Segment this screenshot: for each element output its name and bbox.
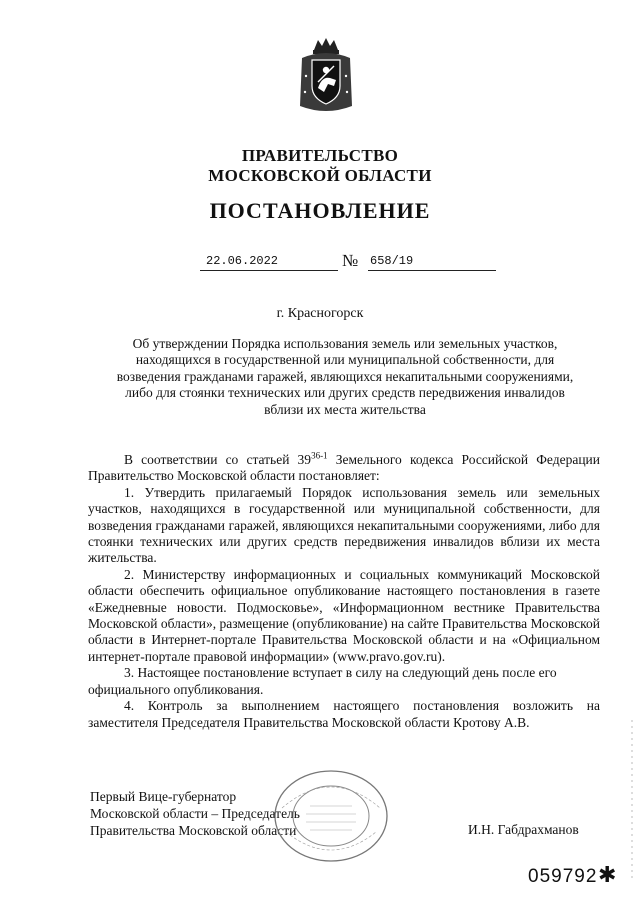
title-line: вблизи их места жительства: [264, 401, 426, 417]
paragraph-4: 4. Контроль за выполнением настоящего постановления возложить на заместителя Председателя Правительства Московской области Кротову А.В.: [88, 698, 600, 730]
date-number-row: [200, 251, 500, 274]
number-sign: №: [342, 251, 359, 270]
intro-paragraph: [88, 452, 600, 485]
article-superscript: 36-1: [311, 450, 328, 461]
title-line: возведения гражданами гаражей, являющихся некапитальными сооружениями,: [116, 368, 574, 384]
paragraph-1: 1. Утвердить прилагаемый Порядок использования земель или земельных участков, находящихся в государственной или муниципальной собственности, для возведения гражданами гаражей, являющихся некапитальными сооружениями, либо для стоянки технических или других средств передвижения инвалидов вблизи их места жительства.: [88, 484, 600, 566]
signatory-title-line: Первый Вице-губернатор: [90, 789, 237, 804]
official-stamp: [272, 768, 390, 864]
title-line: Об утверждении Порядка использования земель или земельных участков,: [132, 336, 558, 351]
date-underline: [200, 270, 338, 271]
signatory-title-line: Московской области – Председатель: [90, 806, 300, 821]
decree-title: [90, 336, 600, 418]
decree-date: 22.06.2022: [206, 254, 279, 268]
decree-number: 658/19: [370, 254, 414, 268]
paragraph-3: 3. Настоящее постановление вступает в силу на следующий день после его официального опубликования.: [88, 665, 557, 697]
intro-text-rest: Земельного кодекса Российской Федерации Правительство Московской области постановляет:: [88, 452, 600, 484]
serial-asterisk-icon: ✱: [598, 863, 617, 888]
government-name-line2: МОСКОВСКОЙ ОБЛАСТИ: [208, 166, 432, 185]
number-underline: [368, 270, 496, 271]
title-line: находящихся в государственной или муниципальной собственности, для: [135, 352, 555, 368]
government-name-line1: ПРАВИТЕЛЬСТВО: [241, 146, 399, 165]
document-type-heading: ПОСТАНОВЛЕНИЕ: [209, 198, 431, 223]
signatory-name: И.Н. Габдрахманов: [468, 822, 579, 837]
signatory-title: [90, 788, 300, 839]
coat-of-arms-icon: [296, 36, 356, 116]
document-serial-number: 059792: [528, 866, 598, 887]
decree-body: [88, 452, 600, 731]
signatory-title-line: Правительства Московской области: [90, 823, 297, 838]
paragraph-2: 2. Министерству информационных и социальных коммуникаций Московской области обеспечить официальное опубликование настоящего постановления в газете «Ежедневные новости. Подмосковье», «Информационном вестнике Правительства Московской области», размещение (опубликование) на сайте Правительства Московской области в Интернет-портале Правительства Московской области и на «Официальном интернет-портале правовой информации» (www.pravo.gov.ru).: [88, 566, 600, 664]
scan-edge-marks: [630, 720, 634, 880]
city-line: г. Красногорск: [276, 306, 364, 321]
intro-text: В соответствии со статьей 39: [124, 452, 312, 467]
title-line: либо для стоянки технических или других средств передвижения инвалидов: [125, 385, 565, 401]
